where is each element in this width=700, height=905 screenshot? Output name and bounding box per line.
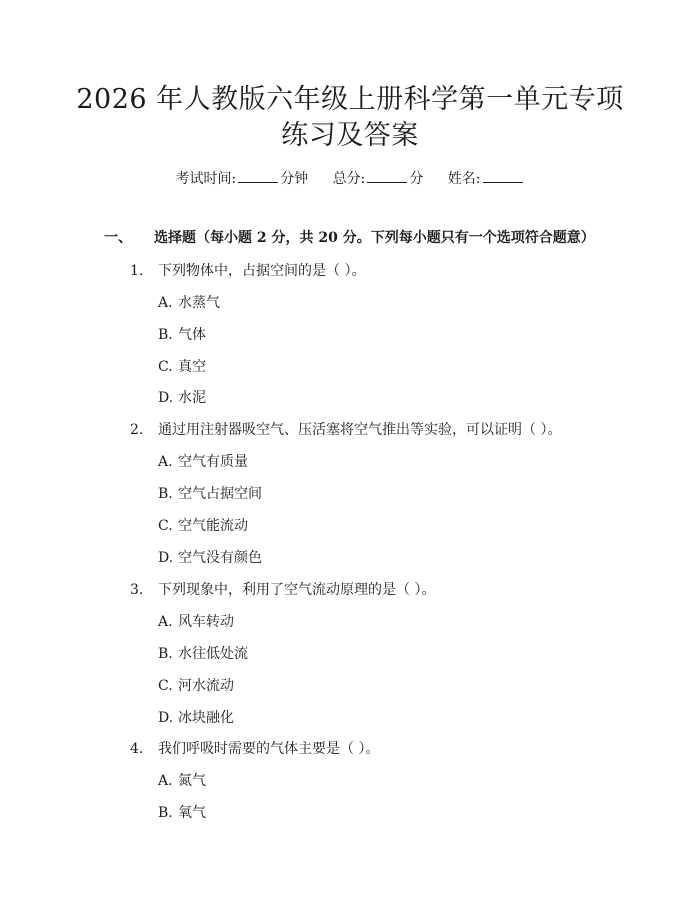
option-letter: B. [158,646,173,662]
section-heading [104,231,595,245]
question-2 [130,423,561,437]
question-4 [130,742,379,756]
option-2a [158,455,248,469]
option-letter: A. [158,773,173,789]
page-title-line2: 练习及答案 [281,120,419,151]
option-letter: B. [158,486,173,502]
option-text: 水往低处流 [178,646,248,662]
student-name-blank [483,170,523,183]
option-letter: D. [158,550,174,566]
exam-time-label: 考试时间: [175,171,237,187]
option-2c [158,519,248,533]
option-text: 真空 [178,359,206,375]
option-1b [158,328,206,342]
option-text: 空气占据空间 [178,486,262,502]
option-3d [158,711,234,725]
option-text: 气体 [178,327,206,343]
exam-time-unit: 分钟 [280,171,309,187]
option-text: 水泥 [178,390,206,406]
option-3a [158,615,234,629]
option-text: 冰块融化 [178,710,234,726]
option-text: 氮气 [178,773,206,789]
option-letter: B. [158,805,173,821]
option-text: 空气能流动 [178,518,248,534]
option-1d [158,391,206,405]
question-text: 我们呼吸时需要的气体主要是（ ）。 [158,741,380,757]
option-letter: D. [158,710,174,726]
question-text: 下列现象中，利用了空气流动原理的是（ ）。 [158,582,436,598]
question-number: 2. [130,422,144,438]
total-score-label: 总分: [332,171,366,187]
option-text: 风车转动 [178,614,234,630]
question-number: 1. [130,263,144,279]
exam-meta [0,170,700,186]
option-letter: A. [158,295,173,311]
student-name-label: 姓名: [447,171,481,187]
exam-time-blank [238,170,278,183]
option-letter: A. [158,454,173,470]
question-number: 4. [130,741,144,757]
option-4a [158,774,206,788]
page-title-line1: 2026 年人教版六年级上册科学第一单元专项 [76,84,624,115]
option-text: 空气没有颜色 [178,550,262,566]
question-text: 下列物体中，占据空间的是（ ）。 [158,263,366,279]
section-number: 一、 [104,230,132,246]
option-letter: C. [158,678,173,694]
option-text: 氧气 [178,805,206,821]
question-number: 3. [130,582,144,598]
total-score-unit: 分 [409,171,424,187]
option-letter: C. [158,518,173,534]
option-letter: D. [158,390,174,406]
student-name [448,171,525,187]
option-1a [158,296,220,310]
option-text: 空气有质量 [178,454,248,470]
option-text: 水蒸气 [178,295,220,311]
exam-time [175,171,312,187]
option-3c [158,679,234,693]
option-letter: C. [158,359,173,375]
option-3b [158,647,248,661]
question-1 [130,264,365,278]
option-4b [158,806,206,820]
total-score-blank [367,170,407,183]
option-1c [158,360,206,374]
question-text: 通过用注射器吸空气、压活塞将空气推出等实验，可以证明（ ）。 [158,422,562,438]
total-score [333,171,428,187]
section-title: 选择题（每小题 2 分，共 20 分。下列每小题只有一个选项符合题意） [154,230,595,246]
option-letter: B. [158,327,173,343]
option-2d [158,551,262,565]
question-3 [130,583,435,597]
option-letter: A. [158,614,173,630]
option-text: 河水流动 [178,678,234,694]
option-2b [158,487,262,501]
